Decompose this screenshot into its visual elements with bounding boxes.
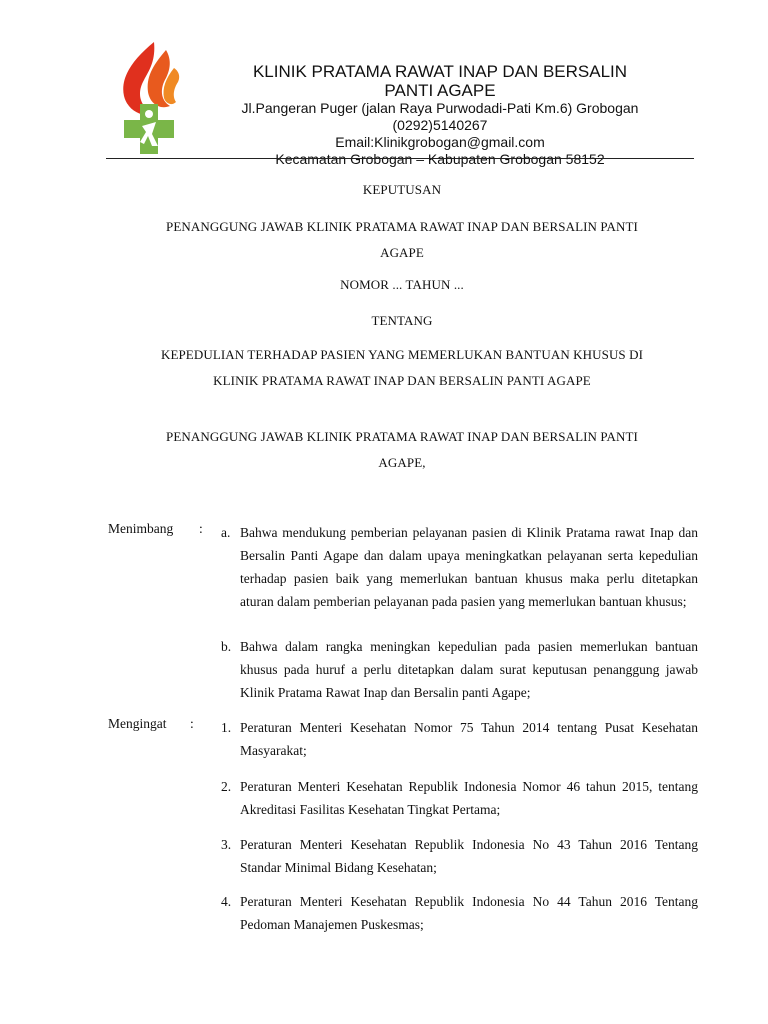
mengingat-item-2 <box>221 775 698 821</box>
tentang-heading: TENTANG <box>371 313 433 328</box>
doc-number: NOMOR ... TAHUN ... <box>340 277 464 292</box>
clinic-logo <box>118 38 190 156</box>
item-marker: 3. <box>221 837 232 852</box>
signer-line1: PENANGGUNG JAWAB KLINIK PRATAMA RAWAT INAP DAN BERSALIN PANTI <box>166 429 638 444</box>
doc-type: KEPUTUSAN <box>362 182 442 197</box>
issuer-line2: AGAPE <box>380 245 424 260</box>
item-text: Bahwa mendukung pemberian pelayanan pasien di Klinik Pratama rawat Inap dan Bersalin Panti Agape dan dalam upaya meningkatkan pelayanan serta kepedulian terhadap pasien baik yang memerlukan bantuan khusus maka perlu ditetapkan aturan dalam pemberian pelayanan pada pasien yang memerlukan bantuan khusus; <box>240 525 698 609</box>
letterhead <box>200 62 680 168</box>
subject <box>110 342 694 394</box>
mengingat-item-4 <box>221 890 698 936</box>
item-text: Peraturan Menteri Kesehatan Republik Indonesia No 44 Tahun 2016 Tentang Pedoman Manajemen Puskesmas; <box>240 894 698 932</box>
signer <box>110 424 694 476</box>
menimbang-label: Menimbang <box>108 521 174 536</box>
mengingat-item-3 <box>221 833 698 879</box>
menimbang-item-a <box>221 521 698 613</box>
item-marker: 4. <box>221 894 232 909</box>
item-text: Peraturan Menteri Kesehatan Republik Indonesia No 43 Tahun 2016 Tentang Standar Minimal Bidang Kesehatan; <box>240 837 698 875</box>
issuer-line1: PENANGGUNG JAWAB KLINIK PRATAMA RAWAT INAP DAN BERSALIN PANTI <box>166 219 638 234</box>
item-text: Bahwa dalam rangka meningkan kepedulian pada pasien memerlukan bantuan khusus pada huruf a perlu ditetapkan dalam surat keputusan penanggung jawab Klinik Pratama Rawat Inap dan Bersalin panti Agape; <box>240 639 698 700</box>
clinic-name-line2: PANTI AGAPE <box>384 81 496 100</box>
menimbang-colon: : <box>199 521 203 536</box>
item-marker: a. <box>221 525 231 540</box>
clinic-phone: (0292)5140267 <box>392 117 488 133</box>
subject-line1: KEPEDULIAN TERHADAP PASIEN YANG MEMERLUKAN BANTUAN KHUSUS DI <box>160 347 644 362</box>
item-marker: 2. <box>221 779 232 794</box>
mengingat-label: Mengingat <box>108 716 167 731</box>
subject-line2: KLINIK PRATAMA RAWAT INAP DAN BERSALIN PANTI AGAPE <box>213 373 591 388</box>
mengingat-colon: : <box>190 716 194 731</box>
cross-icon <box>124 104 174 154</box>
clinic-address: Jl.Pangeran Puger (jalan Raya Purwodadi-Pati Km.6) Grobogan <box>241 100 639 116</box>
issuer <box>110 214 694 266</box>
menimbang-item-b <box>221 635 698 704</box>
header-divider <box>106 158 694 159</box>
clinic-district: Kecamatan Grobogan – Kabupaten Grobogan 58152 <box>275 151 605 167</box>
signer-line2: AGAPE, <box>378 455 426 470</box>
clinic-name-line1: KLINIK PRATAMA RAWAT INAP DAN BERSALIN <box>252 62 628 81</box>
item-text: Peraturan Menteri Kesehatan Republik Indonesia Nomor 46 tahun 2015, tentang Akreditasi Fasilitas Kesehatan Tingkat Pertama; <box>240 779 698 817</box>
clinic-email: Email:Klinikgrobogan@gmail.com <box>335 134 545 150</box>
item-marker: 1. <box>221 720 232 735</box>
item-marker: b. <box>221 639 232 654</box>
item-text: Peraturan Menteri Kesehatan Nomor 75 Tahun 2014 tentang Pusat Kesehatan Masyarakat; <box>240 720 698 758</box>
mengingat-item-1 <box>221 716 698 762</box>
